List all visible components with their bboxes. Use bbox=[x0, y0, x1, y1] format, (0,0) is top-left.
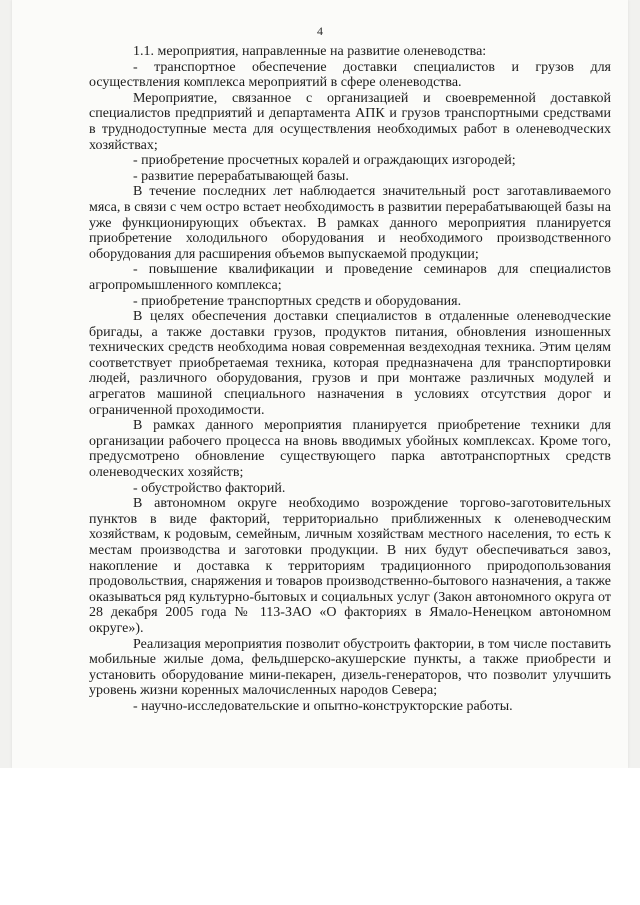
paragraph: В рамках данного мероприятия планируется приобретение техники для организации рабочего процесса на вновь вводимых убойных комплексах. Кроме того, предусмотрено обновление существующего парка автотранспортных средств оленеводческих хозяйств; bbox=[89, 418, 611, 481]
paragraph-list-item: - транспортное обеспечение доставки специалистов и грузов для осуществления комплекса мероприятий в сфере оленеводства. bbox=[89, 59, 611, 91]
paragraph-list-item: - научно-исследовательские и опытно-конструкторские работы. bbox=[133, 698, 513, 714]
paragraph-list-item: - повышение квалификации и проведение семинаров для специалистов агропромышленного комплекса; bbox=[89, 262, 611, 293]
paragraph: В целях обеспечения доставки специалистов в отдаленные оленеводческие бригады, а также доставки грузов, продуктов питания, обновления изношенных технических средств необходима новая современная вездеходная техника. Этим целям соответствует приобретаемая техника, которая предназначена для транспортировки людей, различного оборудования, грузов и при монтаже различных модулей и агрегатов машиной специального назначения в условиях отсутствия дорог и ограниченной проходимости. bbox=[89, 309, 611, 418]
paragraph-list-item: - приобретение просчетных коралей и ограждающих изгородей; bbox=[133, 153, 516, 169]
paragraph: Мероприятие, связанное с организацией и своевременной доставкой специалистов предприятий и департамента АПК и грузов транспортными средствами в труднодоступные места для осуществления необходимых работ в оленеводческих хозяйствах; bbox=[89, 90, 611, 153]
blank-bottom-area bbox=[0, 768, 640, 905]
paragraph-list-item: - приобретение транспортных средств и оборудования. bbox=[133, 293, 462, 309]
document-page bbox=[12, 0, 628, 768]
paragraph: В течение последних лет наблюдается значительный рост заготавливаемого мяса, в связи с чем остро встает необходимость в развитии перерабатывающей базы на уже функционирующих объектах. В рамках данного мероприятия планируется приобретение холодильного оборудования и необходимого производственного оборудования для расширения объемов выпускаемой продукции; bbox=[89, 184, 611, 262]
paragraph-list-item: - развитие перерабатывающей базы. bbox=[133, 168, 349, 184]
document-body bbox=[89, 44, 611, 715]
paragraph: Реализация мероприятия позволит обустроить фактории, в том числе поставить мобильные жилые дома, фельдшерско-акушерские пункты, а также приобрести и установить оборудование мини-пекарен, дизель-генераторов, что позволит улучшить уровень жизни коренных малочисленных народов Севера; bbox=[89, 636, 611, 699]
paragraph-list-item: - обустройство факторий. bbox=[133, 480, 286, 496]
paragraph: В автономном округе необходимо возрождение торгово-заготовительных пунктов в виде факторий, территориально приближенных к оленеводческим хозяйствам, к родовым, семейным, личным хозяйствам местного населения, то есть к местам производства и заготовки продукции. В них будут обеспечиваться завоз, накопление и доставка к территориям традиционного природопользования продовольствия, снаряжения и товаров производственно-бытового назначения, а также оказываться ряд культурно-бытовых и социальных услуг (Закон автономного округа от 28 декабря 2005 года № 113-ЗАО «О факториях в Ямало-Ненецком автономном округе»). bbox=[89, 496, 611, 636]
paragraph-section-heading: 1.1. мероприятия, направленные на развитие оленеводства: bbox=[133, 44, 487, 59]
page-number: 4 bbox=[317, 24, 323, 38]
